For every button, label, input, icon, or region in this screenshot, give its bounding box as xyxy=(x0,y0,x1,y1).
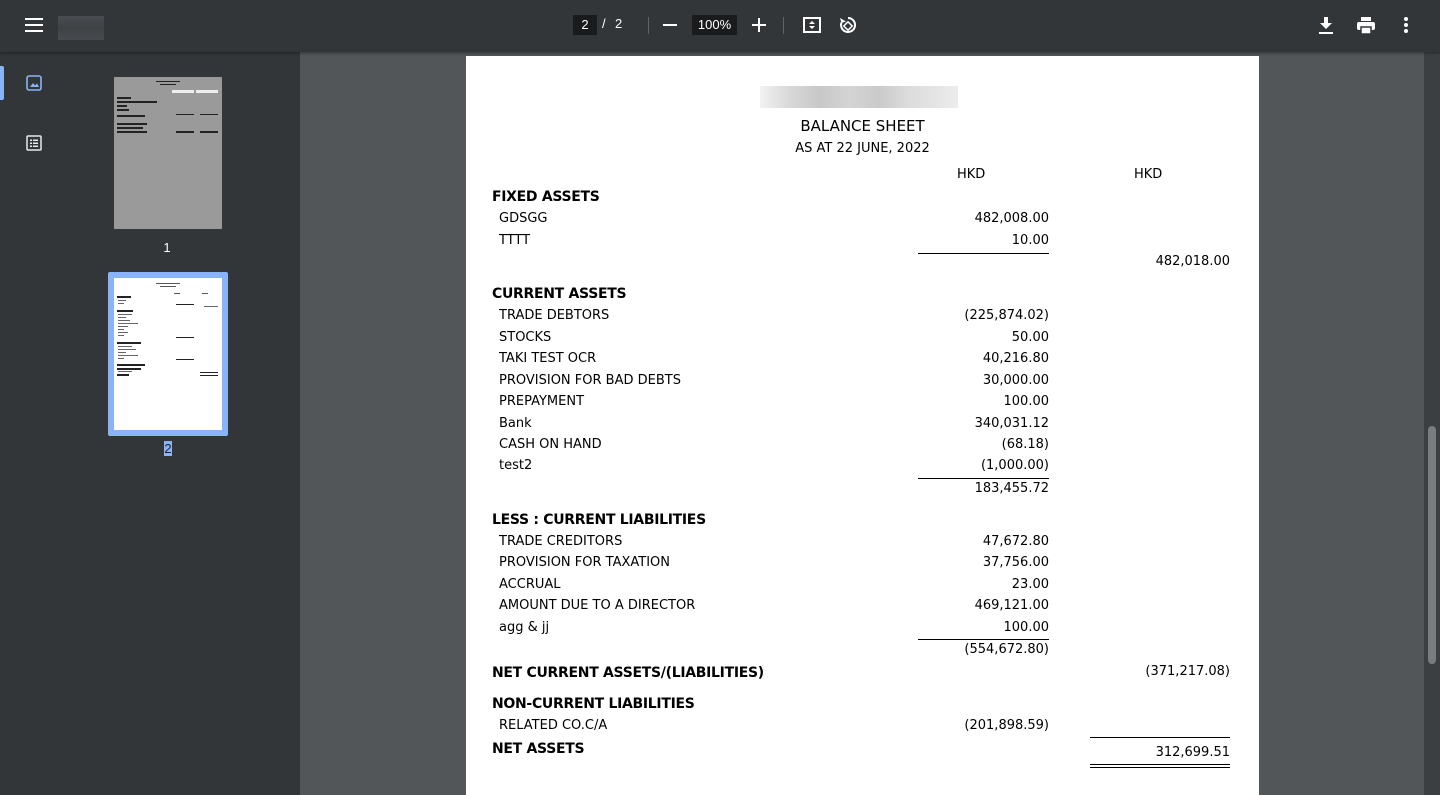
line-item-label: ACCRUAL xyxy=(499,577,561,592)
line-item-label: AMOUNT DUE TO A DIRECTOR xyxy=(499,598,696,613)
line-item-amount: 100.00 xyxy=(1003,620,1049,635)
line-item-label: TRADE DEBTORS xyxy=(499,308,610,323)
line-item-amount: 47,672.80 xyxy=(982,534,1049,549)
line-item-amount: 100.00 xyxy=(1003,394,1049,409)
page-title: BALANCE SHEET xyxy=(800,117,925,135)
underline xyxy=(918,253,1049,254)
toolbar-divider xyxy=(783,17,784,34)
line-item-label: STOCKS xyxy=(499,330,552,345)
thumbnail-sidebar xyxy=(0,52,300,795)
net-current-amount: (371,217.08) xyxy=(1145,664,1230,679)
line-item-label: Bank xyxy=(499,416,532,431)
section-subtotal: 183,455.72 xyxy=(974,481,1049,496)
column-header-1: HKD xyxy=(957,167,986,182)
page-number-input[interactable]: 2 xyxy=(573,15,597,35)
document-outline-icon[interactable] xyxy=(22,131,46,155)
company-name-redacted xyxy=(760,86,958,108)
thumbnail-image-icon[interactable] xyxy=(22,71,46,95)
active-view-indicator xyxy=(0,66,4,100)
line-item-amount: (1,000.00) xyxy=(980,458,1049,473)
line-item-label: test2 xyxy=(499,458,533,473)
page-total: 2 xyxy=(615,16,623,31)
pdf-page xyxy=(466,56,1259,795)
net-assets-amount: 312,699.51 xyxy=(1155,745,1230,760)
line-item-amount: 37,756.00 xyxy=(982,555,1049,570)
download-icon[interactable] xyxy=(1312,11,1340,39)
line-item-amount: 23.00 xyxy=(1011,577,1049,592)
line-item-label: GDSGG xyxy=(499,211,548,226)
underline xyxy=(1090,737,1230,738)
line-item-amount: (68.18) xyxy=(1001,437,1049,452)
line-item-amount: 469,121.00 xyxy=(974,598,1049,613)
double-underline-top xyxy=(1090,764,1230,765)
document-title-redacted xyxy=(58,16,104,40)
line-item-amount: 482,008.00 xyxy=(974,211,1049,226)
plus-icon[interactable] xyxy=(745,11,773,39)
toolbar-divider xyxy=(648,17,649,34)
line-item-label: PROVISION FOR TAXATION xyxy=(499,555,670,570)
line-item-amount: (225,874.02) xyxy=(964,308,1049,323)
line-item-label: TTTT xyxy=(499,233,531,248)
line-item-label: PROVISION FOR BAD DEBTS xyxy=(499,373,681,388)
line-item-label: CASH ON HAND xyxy=(499,437,602,452)
section-heading: FIXED ASSETS xyxy=(492,189,600,205)
line-item-label: TRADE CREDITORS xyxy=(499,534,623,549)
thumbnail-label-1: 1 xyxy=(163,240,171,255)
section-heading: CURRENT ASSETS xyxy=(492,286,627,302)
fit-page-icon[interactable] xyxy=(798,11,826,39)
menu-icon[interactable] xyxy=(20,11,48,39)
page-separator: / xyxy=(602,16,606,31)
line-item-label: RELATED CO.C/A xyxy=(499,718,608,733)
pdf-toolbar xyxy=(0,0,1440,52)
line-item-label: TAKI TEST OCR xyxy=(499,351,597,366)
minus-icon[interactable] xyxy=(656,11,684,39)
section-heading: LESS : CURRENT LIABILITIES xyxy=(492,512,706,528)
scrollbar-track[interactable] xyxy=(1424,52,1440,795)
page-thumbnail-2[interactable] xyxy=(114,278,222,430)
line-item-label: agg & jj xyxy=(499,620,550,635)
line-item-amount: 50.00 xyxy=(1011,330,1049,345)
page-date: AS AT 22 JUNE, 2022 xyxy=(795,141,930,156)
zoom-level-input[interactable]: 100% xyxy=(692,15,737,35)
more-vert-icon[interactable] xyxy=(1392,11,1420,39)
line-item-amount: 40,216.80 xyxy=(982,351,1049,366)
column-header-2: HKD xyxy=(1134,167,1163,182)
line-item-amount: 10.00 xyxy=(1011,233,1049,248)
line-item-label: PREPAYMENT xyxy=(499,394,585,409)
section-heading: NET ASSETS xyxy=(492,741,585,757)
double-underline-bottom xyxy=(1090,767,1230,768)
line-item-amount: 340,031.12 xyxy=(974,416,1049,431)
thumbnail-label-2: 2 xyxy=(164,441,172,456)
section-total: 482,018.00 xyxy=(1155,254,1230,269)
scrollbar-thumb[interactable] xyxy=(1428,426,1436,664)
print-icon[interactable] xyxy=(1352,11,1380,39)
section-heading: NET CURRENT ASSETS/(LIABILITIES) xyxy=(492,665,764,681)
line-item-amount: (201,898.59) xyxy=(964,718,1049,733)
rotate-icon[interactable] xyxy=(834,11,862,39)
section-heading: NON-CURRENT LIABILITIES xyxy=(492,696,695,712)
page-thumbnail-1[interactable] xyxy=(114,77,222,229)
line-item-amount: 30,000.00 xyxy=(982,373,1049,388)
underline xyxy=(918,478,1049,479)
underline xyxy=(918,639,1049,640)
section-subtotal: (554,672.80) xyxy=(964,642,1049,657)
